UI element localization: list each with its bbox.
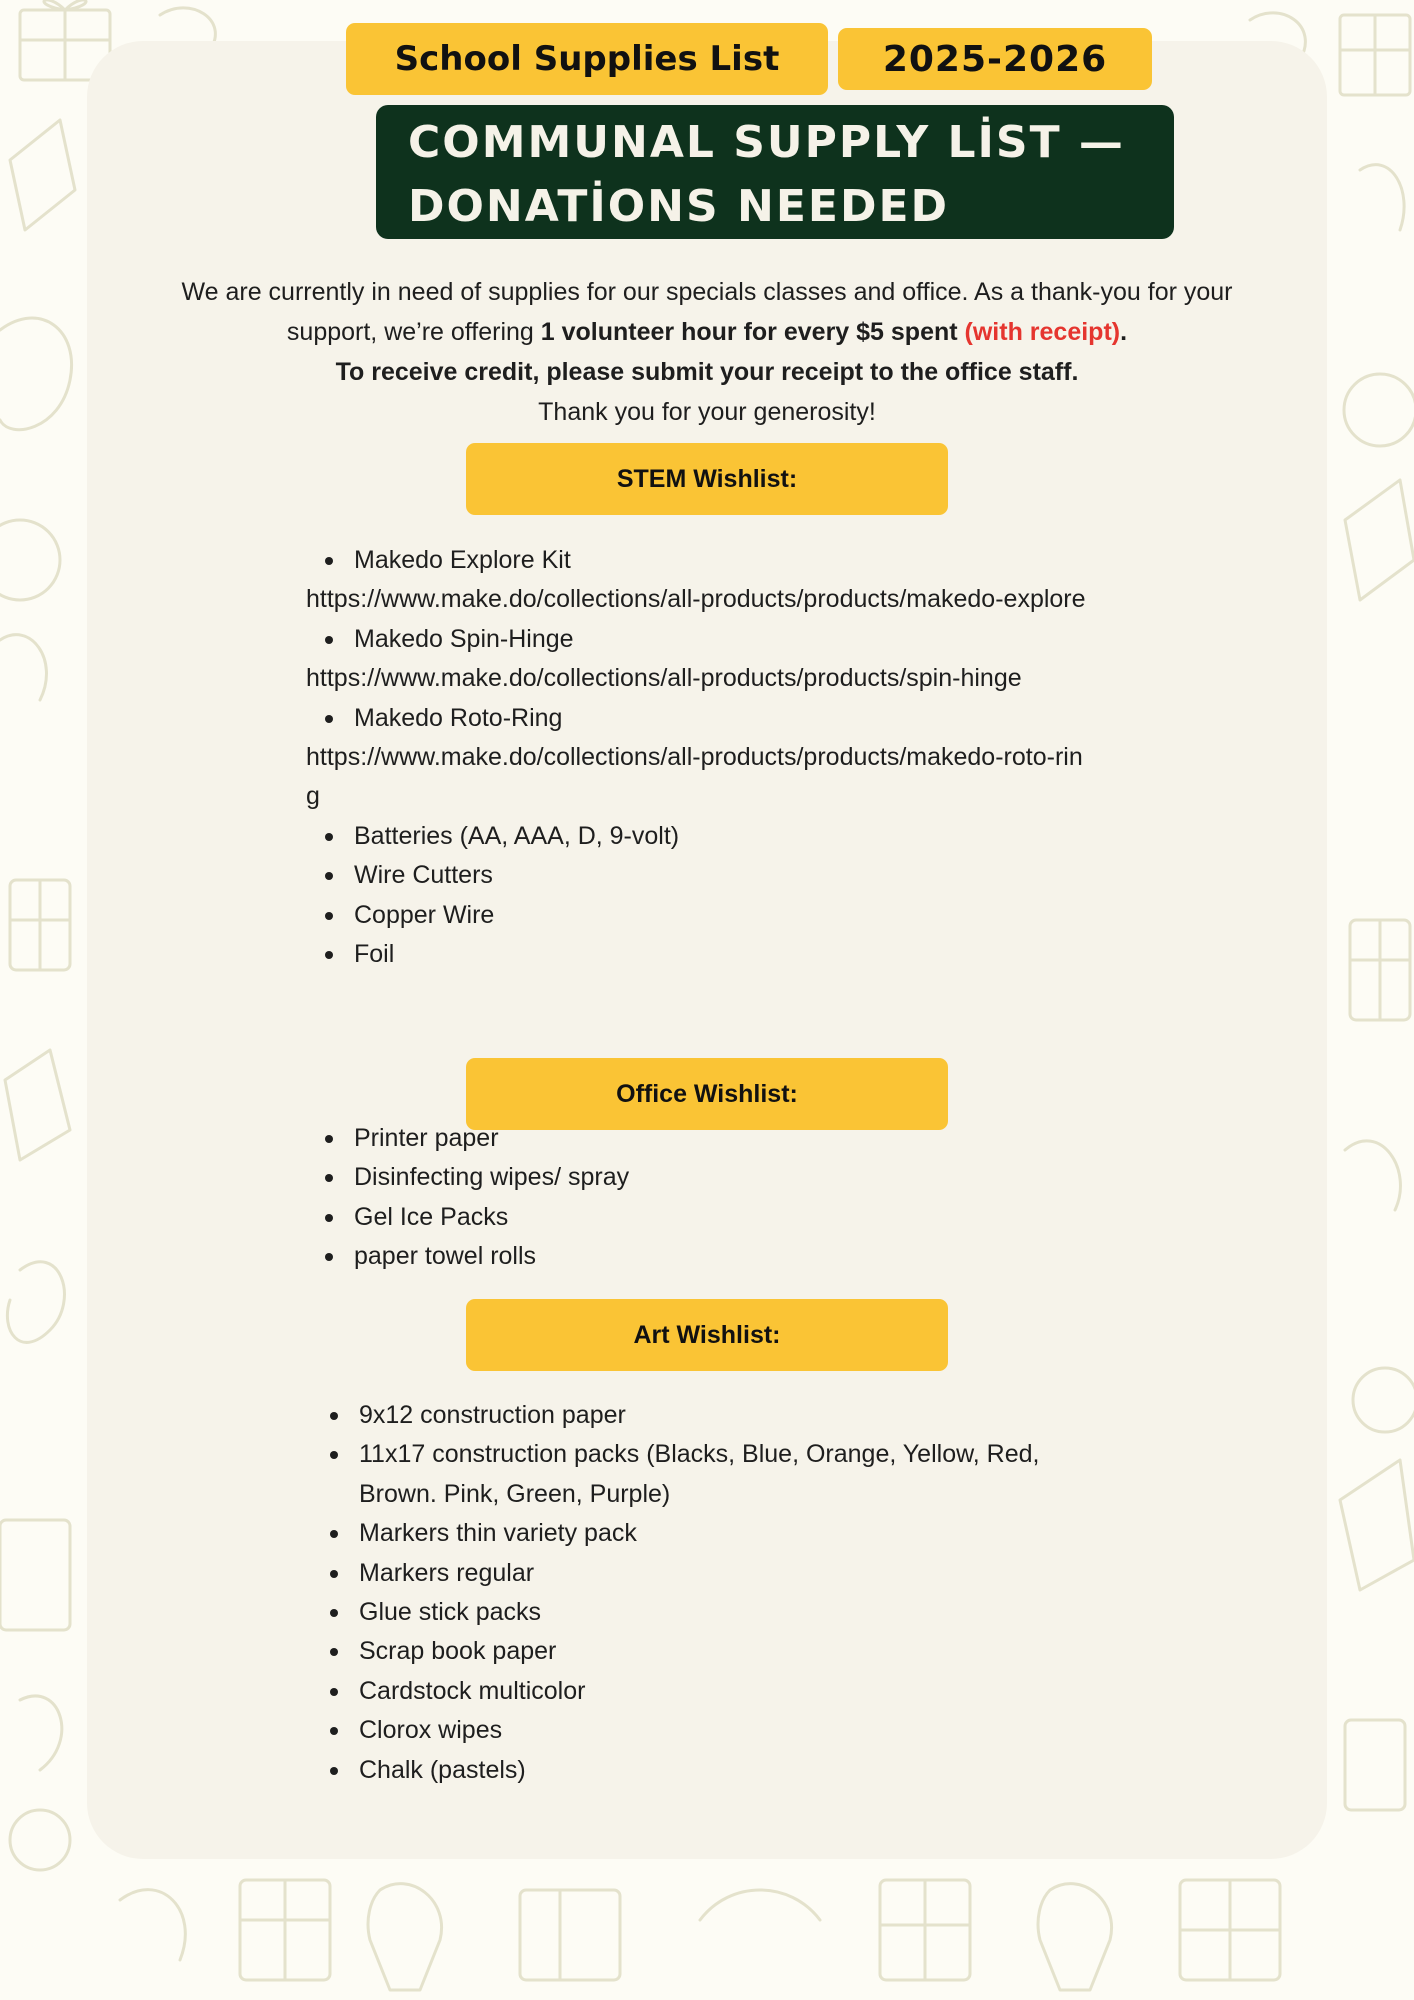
list-item: Printer paper <box>306 1119 1096 1158</box>
list-item: Makedo Explore Kit <box>306 541 1096 580</box>
office-list <box>306 1119 1096 1277</box>
list-item: Glue stick packs <box>311 1593 1091 1632</box>
list-item: Markers regular <box>311 1554 1091 1593</box>
list-item: Scrap book paper <box>311 1632 1091 1671</box>
banner-title: COMMUNAL SUPPLY LİST — DONATİONS NEEDED <box>376 105 1174 239</box>
list-item: Makedo Spin-Hinge <box>306 620 1096 659</box>
list-item: Disinfecting wipes/ spray <box>306 1158 1096 1197</box>
list-item: Clorox wipes <box>311 1711 1091 1750</box>
list-item-url[interactable]: https://www.make.do/collections/all-products/products/makedo-roto-ring <box>306 743 1083 811</box>
intro-line1: We are currently in need of supplies for our specials classes and office. As a thank-you for your support, we’re offering <box>181 278 1233 346</box>
header-title: School Supplies List <box>346 23 828 95</box>
office-heading: Office Wishlist: <box>466 1058 948 1130</box>
intro-bold-offer: 1 volunteer hour for every $5 spent <box>540 318 958 346</box>
intro-text <box>180 272 1234 432</box>
list-item: Batteries (AA, AAA, D, 9-volt) <box>306 817 1096 856</box>
intro-period: . <box>1120 318 1128 346</box>
list-item: Markers thin variety pack <box>311 1514 1091 1553</box>
list-item: Chalk (pastels) <box>311 1751 1091 1790</box>
list-item: 9x12 construction paper <box>311 1396 1091 1435</box>
art-heading: Art Wishlist: <box>466 1299 948 1371</box>
list-item: paper towel rolls <box>306 1237 1096 1276</box>
intro-line2: To receive credit, please submit your receipt to the office staff. <box>335 358 1079 386</box>
art-list <box>311 1396 1091 1790</box>
list-item-url[interactable]: https://www.make.do/collections/all-products/products/makedo-explore <box>306 585 1086 614</box>
list-item: Makedo Roto-Ring <box>306 699 1096 738</box>
list-item: Foil <box>306 935 1096 974</box>
header-year-badge: 2025-2026 <box>838 28 1152 90</box>
intro-line3: Thank you for your generosity! <box>538 398 876 426</box>
list-item: 11x17 construction packs (Blacks, Blue, Orange, Yellow, Red, Brown. Pink, Green, Purple) <box>311 1435 1091 1514</box>
list-item: Copper Wire <box>306 896 1096 935</box>
list-item-url[interactable]: https://www.make.do/collections/all-products/products/spin-hinge <box>306 664 1022 693</box>
list-item: Cardstock multicolor <box>311 1672 1091 1711</box>
stem-heading: STEM Wishlist: <box>466 443 948 515</box>
intro-paragraph <box>180 272 1234 352</box>
stem-list <box>306 541 1096 974</box>
intro-space <box>958 318 965 346</box>
list-item: Wire Cutters <box>306 856 1096 895</box>
list-item: Gel Ice Packs <box>306 1198 1096 1237</box>
intro-receipt-note: (with receipt) <box>964 318 1121 346</box>
